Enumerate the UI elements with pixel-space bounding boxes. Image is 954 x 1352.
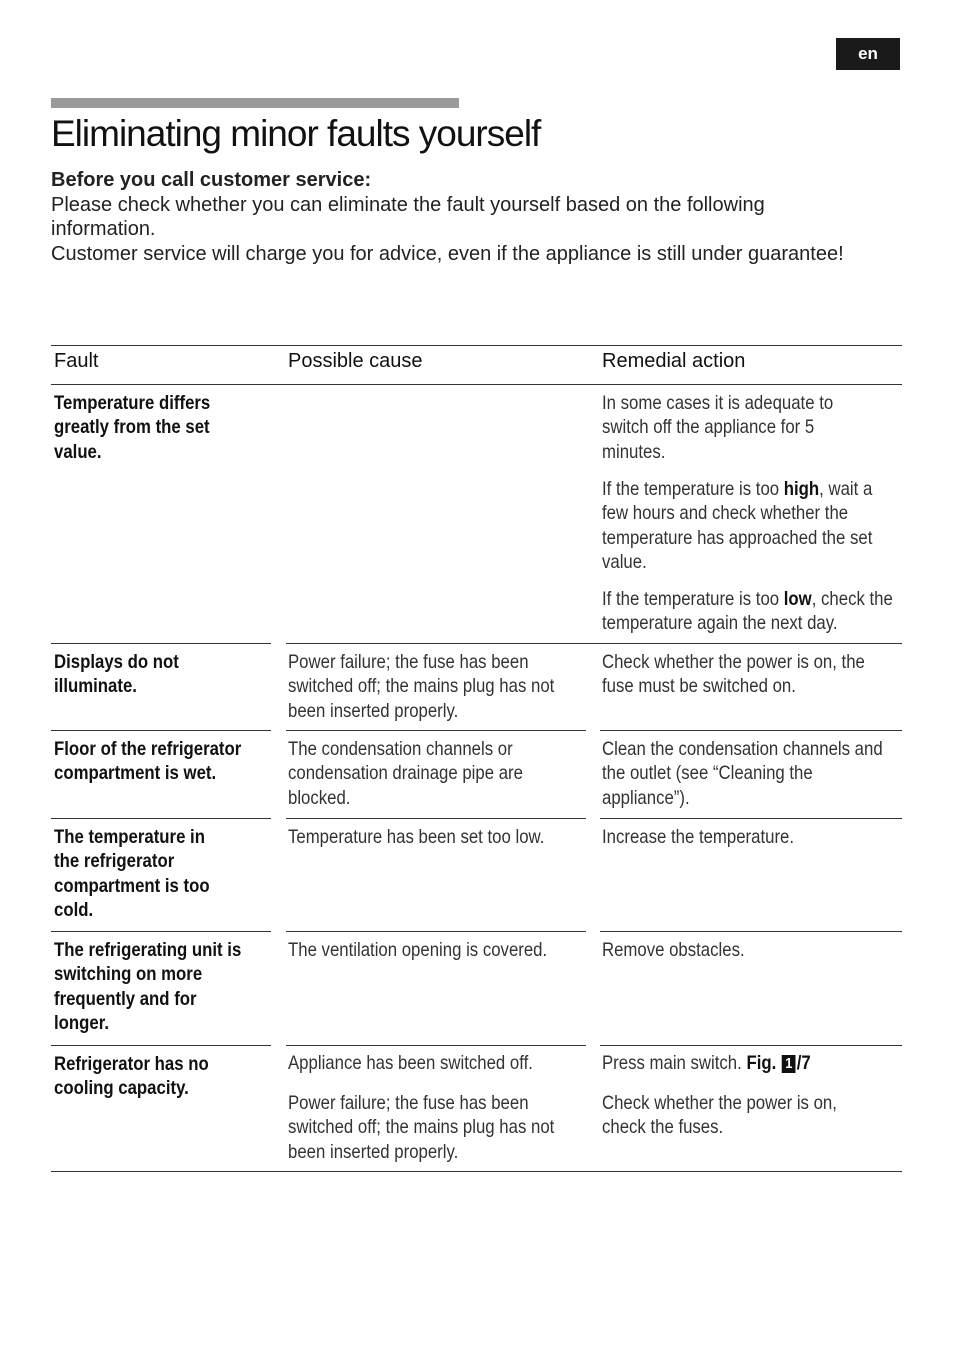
table-bottom-rule: [51, 1171, 902, 1172]
row1-action-3: If the temperature is too low, check the temperature again the next day.: [602, 588, 893, 635]
row-divider: [600, 1045, 902, 1046]
row1-action-2: If the temperature is too high, wait a few hours and check whether the temperature has approached the set value.: [602, 478, 873, 573]
row6-fault: Refrigerator has no cooling capacity.: [54, 1053, 209, 1100]
header-cause: Possible cause: [288, 350, 423, 372]
row-divider: [51, 730, 271, 731]
row2-action: Check whether the power is on, the fuse must be switched on.: [602, 651, 865, 698]
row6-action-1: Press main switch. Fig. 1 /7: [602, 1052, 811, 1074]
intro-paragraph-1: Please check whether you can eliminate the fault yourself based on the following information.: [51, 193, 765, 240]
row1-fault: Temperature differs greatly from the set value.: [54, 392, 211, 463]
intro-paragraph-2: Customer service will charge you for advice, even if the appliance is still under guarantee!: [51, 242, 844, 265]
row-divider: [600, 730, 902, 731]
row-divider: [51, 818, 271, 819]
intro-lead: Before you call customer service:: [51, 169, 372, 191]
row4-fault: The temperature in the refrigerator compartment is too cold.: [54, 826, 210, 921]
row-divider: [286, 818, 586, 819]
row-divider: [51, 931, 271, 932]
row5-fault: The refrigerating unit is switching on more frequently and for longer.: [54, 939, 242, 1034]
title-rule: [51, 98, 459, 108]
row4-action: Increase the temperature.: [602, 826, 795, 848]
row-divider: [600, 818, 902, 819]
row-divider: [51, 643, 271, 644]
header-fault: Fault: [54, 350, 99, 372]
row-divider: [286, 931, 586, 932]
intro-section: [51, 168, 851, 266]
page-title: Eliminating minor faults yourself: [51, 113, 541, 154]
row3-cause: The condensation channels or condensation drainage pipe are blocked.: [288, 738, 523, 809]
row4-cause: Temperature has been set too low.: [288, 826, 545, 848]
row5-cause: The ventilation opening is covered.: [288, 939, 548, 961]
row6-cause-2: Power failure; the fuse has been switched off; the mains plug has not been inserted properly.: [288, 1092, 555, 1163]
row5-action: Remove obstacles.: [602, 939, 745, 961]
row6-action-2: Check whether the power is on, check the fuses.: [602, 1092, 837, 1139]
header-action: Remedial action: [602, 350, 746, 372]
row6-cause-1: Appliance has been switched off.: [288, 1052, 533, 1074]
row-divider: [286, 643, 902, 644]
language-tab: en: [836, 38, 900, 70]
row2-fault: Displays do not illuminate.: [54, 651, 179, 698]
row-divider: [600, 931, 902, 932]
row2-cause: Power failure; the fuse has been switched off; the mains plug has not been inserted properly.: [288, 651, 555, 722]
table-top-rule: [51, 345, 902, 346]
row1-action-1: In some cases it is adequate to switch off the appliance for 5 minutes.: [602, 392, 834, 463]
table-header-rule: [51, 384, 902, 385]
row-divider: [286, 1045, 586, 1046]
row-divider: [286, 730, 586, 731]
figure-number-badge: 1: [782, 1055, 796, 1073]
row3-action: Clean the condensation channels and the outlet (see “Cleaning the appliance”).: [602, 738, 883, 809]
row-divider: [51, 1045, 271, 1046]
row3-fault: Floor of the refrigerator compartment is wet.: [54, 738, 242, 785]
